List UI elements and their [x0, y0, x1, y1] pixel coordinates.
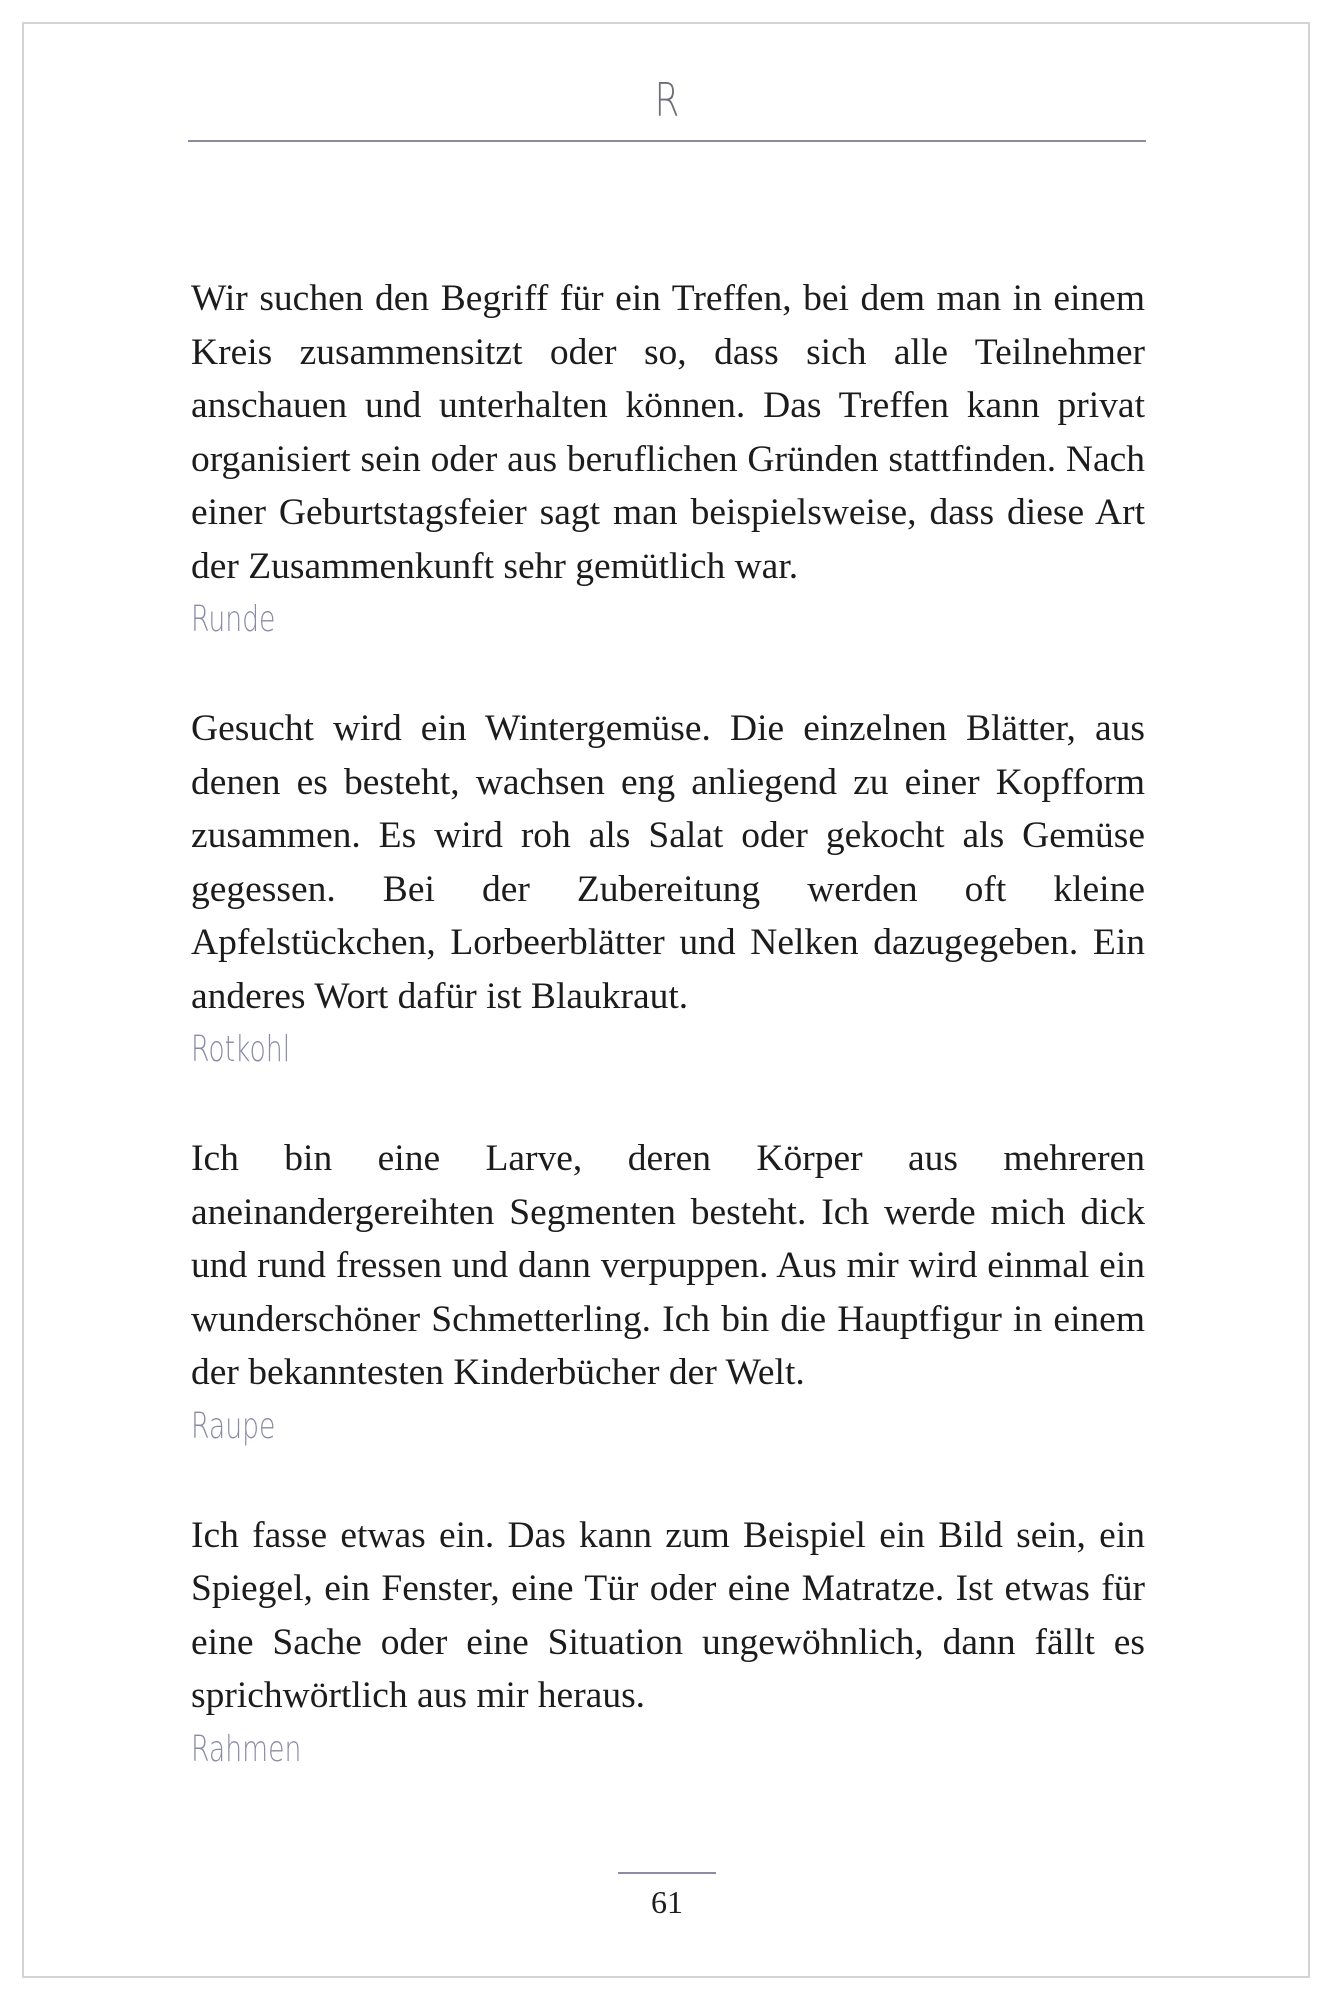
riddle-text: Ich fasse etwas ein. Das kann zum Beispiel ein Bild sein, ein Spiegel, ein Fenster, eine Tür oder eine Matratze. Ist etwas für eine Sache oder eine Situation ungewöhnlich, dann fällt es sprichwörtlich aus mir heraus.	[191, 1514, 1145, 1716]
riddle-list	[191, 272, 1145, 1777]
riddle-entry	[191, 702, 1145, 1077]
riddle-text: Gesucht wird ein Wintergemüse. Die einzelnen Blätter, aus denen es besteht, wachsen eng anliegend zu einer Kopfform zusammen. Es wird roh als Salat oder gekocht als Gemüse gegessen. Bei der Zubereitung werden oft kleine Apfelstückchen, Lorbeerblätter und Nelken dazugegeben. Ein anderes Wort dafür ist Blaukraut.	[191, 708, 1145, 1017]
footer-divider	[618, 1872, 716, 1874]
riddle-answer: Rotkohl	[191, 1029, 291, 1070]
section-letter: R	[654, 73, 680, 127]
riddle-entry	[191, 1509, 1145, 1777]
page-number: 61	[651, 1884, 683, 1920]
riddle-entry	[191, 1132, 1145, 1454]
riddle-entry	[191, 272, 1145, 647]
header-divider	[188, 140, 1146, 142]
riddle-answer: Runde	[191, 599, 276, 640]
riddle-text: Wir suchen den Begriff für ein Treffen, bei dem man in einem Kreis zusammensitzt oder so, dass sich alle Teilnehmer anschauen und unterhalten können. Das Treffen kann privat organisiert sein oder aus beruflichen Gründen stattfinden. Nach einer Geburtstagsfeier sagt man beispielsweise, dass diese Art der Zusammenkunft sehr gemütlich war.	[191, 278, 1145, 587]
riddle-text: Ich bin eine Larve, deren Körper aus mehreren aneinandergereihten Segmenten besteht. Ich werde mich dick und rund fressen und dann verpuppen. Aus mir wird einmal ein wunderschöner Schmetterling. Ich bin die Hauptfigur in einem der bekanntesten Kinderbücher der Welt.	[191, 1138, 1145, 1393]
riddle-answer: Raupe	[191, 1405, 276, 1447]
riddle-answer: Rahmen	[191, 1728, 302, 1770]
